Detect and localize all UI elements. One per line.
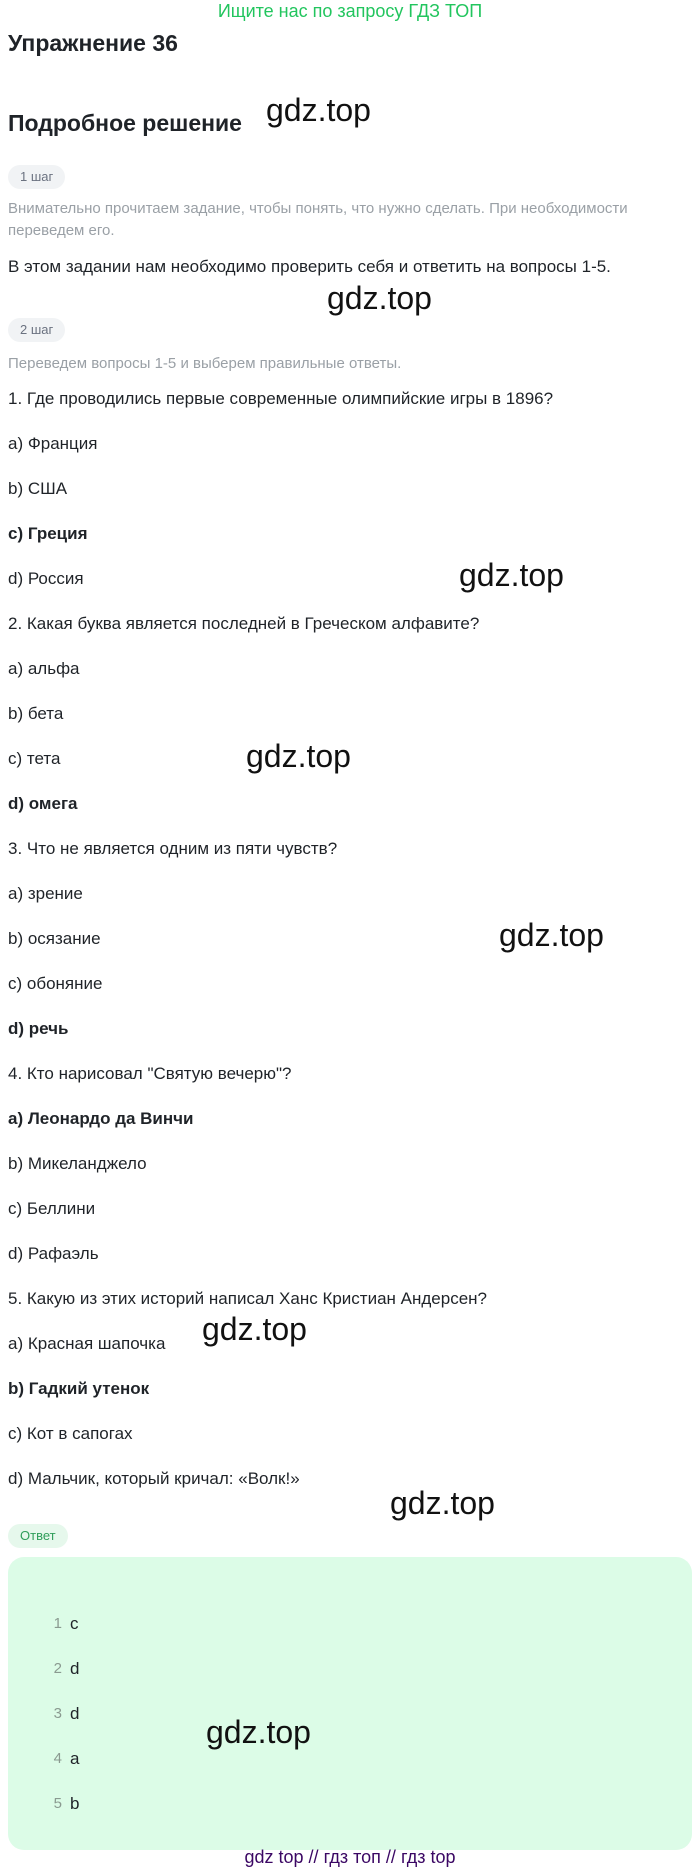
answer-value: c <box>70 1614 79 1633</box>
answer-option: a) Франция <box>8 434 98 453</box>
watermark: gdz.top <box>327 280 432 316</box>
answer-option: a) альфа <box>8 659 80 678</box>
answer-option: c) тета <box>8 749 61 768</box>
watermark: gdz.top <box>202 1311 307 1347</box>
question-text: 3. Что не является одним из пяти чувств? <box>8 839 338 858</box>
answer-value: d <box>70 1704 80 1723</box>
step-1-badge: 1 шаг <box>8 165 65 189</box>
step-1-description: Внимательно прочитаем задание, чтобы понять, что нужно сделать. При необходимости переведем его. <box>8 200 628 239</box>
answer-value: d <box>70 1659 80 1678</box>
answer-option: a) зрение <box>8 884 83 903</box>
footer-separator: // <box>308 1847 319 1867</box>
watermark: gdz.top <box>246 738 351 774</box>
answer-option: b) бета <box>8 704 64 723</box>
footer-link[interactable]: гдз top <box>400 1847 456 1867</box>
answer-value: b <box>70 1794 80 1813</box>
watermark: gdz.top <box>390 1485 495 1521</box>
answer-box <box>8 1557 692 1850</box>
answer-number: 2 <box>53 1660 62 1677</box>
question-text: 1. Где проводились первые современные олимпийские игры в 1896? <box>8 389 554 408</box>
watermark: gdz.top <box>206 1714 311 1750</box>
answer-number: 1 <box>53 1615 62 1632</box>
answer-option: c) Греция <box>8 524 88 543</box>
question-text: 5. Какую из этих историй написал Ханс Кристиан Андерсен? <box>8 1289 487 1308</box>
watermark: gdz.top <box>459 557 564 593</box>
answer-value: a <box>70 1749 80 1768</box>
answer-option: a) Красная шапочка <box>8 1334 166 1353</box>
solution-heading: Подробное решение <box>8 110 242 136</box>
answer-row <box>8 1612 308 1636</box>
watermark: gdz.top <box>266 92 371 128</box>
answer-number: 4 <box>53 1750 62 1767</box>
answer-option: b) США <box>8 479 68 498</box>
answer-option: d) Мальчик, который кричал: «Волк!» <box>8 1469 300 1488</box>
footer-link[interactable]: гдз топ <box>323 1847 381 1867</box>
answer-row <box>8 1792 308 1816</box>
footer-separator: // <box>385 1847 396 1867</box>
answer-option: d) речь <box>8 1019 69 1038</box>
step-2-description: Переведем вопросы 1-5 и выберем правильные ответы. <box>8 355 402 372</box>
footer-links <box>0 1846 700 1868</box>
answer-option: b) осязание <box>8 929 101 948</box>
answer-option: c) Кот в сапогах <box>8 1424 133 1443</box>
answer-option: b) Гадкий утенок <box>8 1379 150 1398</box>
answer-row <box>8 1657 308 1681</box>
question-text: 2. Какая буква является последней в Греческом алфавите? <box>8 614 480 633</box>
answer-option: d) омега <box>8 794 78 813</box>
page-title: Упражнение 36 <box>8 30 178 56</box>
step-1-text: В этом задании нам необходимо проверить себя и ответить на вопросы 1-5. <box>8 257 611 276</box>
answer-option: b) Микеланджело <box>8 1154 147 1173</box>
answer-badge: Ответ <box>8 1524 68 1548</box>
answer-number: 5 <box>53 1795 62 1812</box>
step-2-badge: 2 шаг <box>8 318 65 342</box>
answer-option: c) обоняние <box>8 974 103 993</box>
search-banner: Ищите нас по запросу ГДЗ ТОП <box>217 1 483 21</box>
answer-option: d) Рафаэль <box>8 1244 99 1263</box>
answer-option: a) Леонардо да Винчи <box>8 1109 194 1128</box>
footer-link[interactable]: gdz top <box>244 1847 304 1867</box>
answer-option: d) Россия <box>8 569 84 588</box>
answer-option: c) Беллини <box>8 1199 96 1218</box>
question-text: 4. Кто нарисовал "Святую вечерю"? <box>8 1064 292 1083</box>
answer-number: 3 <box>53 1705 62 1722</box>
watermark: gdz.top <box>499 917 604 953</box>
